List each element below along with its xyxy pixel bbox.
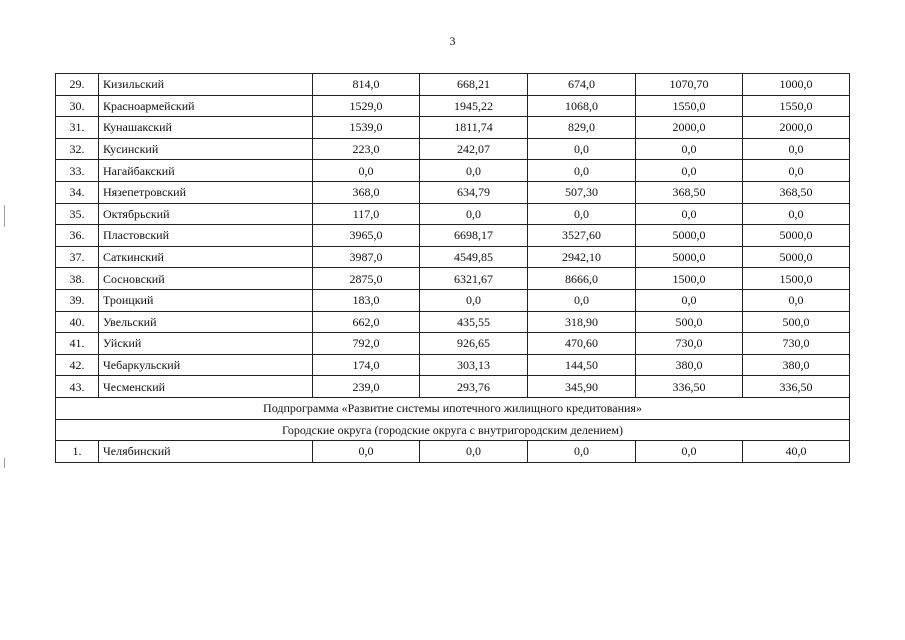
- district-name: Сосновский: [99, 268, 313, 290]
- row-number: 41.: [56, 333, 99, 355]
- row-number: 40.: [56, 311, 99, 333]
- value-cell: 0,0: [313, 441, 420, 463]
- value-cell: 674,0: [528, 74, 636, 96]
- district-name: Нязепетровский: [99, 181, 313, 203]
- value-cell: 303,13: [420, 354, 528, 376]
- value-cell: 0,0: [420, 441, 528, 463]
- value-cell: 239,0: [313, 376, 420, 398]
- value-cell: 0,0: [528, 138, 636, 160]
- value-cell: 174,0: [313, 354, 420, 376]
- value-cell: 380,0: [636, 354, 743, 376]
- district-name: Красноармейский: [99, 95, 313, 117]
- value-cell: 662,0: [313, 311, 420, 333]
- table-row: [56, 203, 850, 225]
- value-cell: 435,55: [420, 311, 528, 333]
- value-cell: 0,0: [636, 289, 743, 311]
- data-table: [55, 73, 850, 463]
- value-cell: 6321,67: [420, 268, 528, 290]
- district-name: Уйский: [99, 333, 313, 355]
- value-cell: 1068,0: [528, 95, 636, 117]
- value-cell: 0,0: [313, 160, 420, 182]
- value-cell: 1529,0: [313, 95, 420, 117]
- scan-edge-mark: [4, 458, 5, 468]
- value-cell: 792,0: [313, 333, 420, 355]
- value-cell: 0,0: [528, 289, 636, 311]
- value-cell: 0,0: [743, 160, 850, 182]
- row-number: 30.: [56, 95, 99, 117]
- value-cell: 0,0: [636, 138, 743, 160]
- row-number: 37.: [56, 246, 99, 268]
- district-name: Кизильский: [99, 74, 313, 96]
- value-cell: 2942,10: [528, 246, 636, 268]
- value-cell: 117,0: [313, 203, 420, 225]
- value-cell: 1070,70: [636, 74, 743, 96]
- value-cell: 5000,0: [743, 246, 850, 268]
- value-cell: 1539,0: [313, 117, 420, 139]
- value-cell: 345,90: [528, 376, 636, 398]
- table-row: [56, 441, 850, 463]
- value-cell: 1000,0: [743, 74, 850, 96]
- value-cell: 829,0: [528, 117, 636, 139]
- table-row: [56, 138, 850, 160]
- table-row: [56, 117, 850, 139]
- district-name: Нагайбакский: [99, 160, 313, 182]
- district-name: Кунашакский: [99, 117, 313, 139]
- value-cell: 8666,0: [528, 268, 636, 290]
- value-cell: 500,0: [743, 311, 850, 333]
- value-cell: 380,0: [743, 354, 850, 376]
- row-number: 43.: [56, 376, 99, 398]
- value-cell: 3965,0: [313, 225, 420, 247]
- table-row: [56, 181, 850, 203]
- section-title: Городские округа (городские округа с внутригородским делением): [56, 419, 850, 441]
- value-cell: 4549,85: [420, 246, 528, 268]
- value-cell: 368,0: [313, 181, 420, 203]
- value-cell: 0,0: [636, 441, 743, 463]
- value-cell: 1500,0: [743, 268, 850, 290]
- value-cell: 144,50: [528, 354, 636, 376]
- value-cell: 634,79: [420, 181, 528, 203]
- value-cell: 336,50: [743, 376, 850, 398]
- row-number: 38.: [56, 268, 99, 290]
- district-name: Октябрьский: [99, 203, 313, 225]
- value-cell: 1945,22: [420, 95, 528, 117]
- value-cell: 730,0: [636, 333, 743, 355]
- row-number: 39.: [56, 289, 99, 311]
- value-cell: 6698,17: [420, 225, 528, 247]
- value-cell: 223,0: [313, 138, 420, 160]
- value-cell: 0,0: [743, 138, 850, 160]
- value-cell: 40,0: [743, 441, 850, 463]
- value-cell: 5000,0: [636, 246, 743, 268]
- value-cell: 668,21: [420, 74, 528, 96]
- value-cell: 3527,60: [528, 225, 636, 247]
- value-cell: 2000,0: [636, 117, 743, 139]
- row-number: 34.: [56, 181, 99, 203]
- value-cell: 500,0: [636, 311, 743, 333]
- row-number: 36.: [56, 225, 99, 247]
- page-number: 3: [449, 34, 456, 48]
- value-cell: 0,0: [636, 160, 743, 182]
- value-cell: 814,0: [313, 74, 420, 96]
- table-row: [56, 268, 850, 290]
- value-cell: 5000,0: [743, 225, 850, 247]
- value-cell: 1550,0: [743, 95, 850, 117]
- value-cell: 0,0: [528, 160, 636, 182]
- value-cell: 507,30: [528, 181, 636, 203]
- value-cell: 926,65: [420, 333, 528, 355]
- value-cell: 2875,0: [313, 268, 420, 290]
- table-row: [56, 246, 850, 268]
- row-number: 29.: [56, 74, 99, 96]
- row-number: 33.: [56, 160, 99, 182]
- district-name: Увельский: [99, 311, 313, 333]
- value-cell: 183,0: [313, 289, 420, 311]
- row-number: 32.: [56, 138, 99, 160]
- subprogram-title: Подпрограмма «Развитие системы ипотечного жилищного кредитования»: [56, 397, 850, 419]
- table-row: [56, 95, 850, 117]
- district-name: Челябинский: [99, 441, 313, 463]
- value-cell: 3987,0: [313, 246, 420, 268]
- value-cell: 293,76: [420, 376, 528, 398]
- row-number: 42.: [56, 354, 99, 376]
- value-cell: 336,50: [636, 376, 743, 398]
- scan-edge-mark: [4, 205, 5, 227]
- value-cell: 1500,0: [636, 268, 743, 290]
- row-number: 31.: [56, 117, 99, 139]
- row-number: 35.: [56, 203, 99, 225]
- value-cell: 318,90: [528, 311, 636, 333]
- value-cell: 368,50: [636, 181, 743, 203]
- value-cell: 0,0: [420, 289, 528, 311]
- table-row: [56, 74, 850, 96]
- value-cell: 0,0: [420, 160, 528, 182]
- value-cell: 5000,0: [636, 225, 743, 247]
- value-cell: 2000,0: [743, 117, 850, 139]
- district-name: Пластовский: [99, 225, 313, 247]
- table-row: [56, 333, 850, 355]
- value-cell: 0,0: [528, 203, 636, 225]
- value-cell: 730,0: [743, 333, 850, 355]
- value-cell: 0,0: [743, 289, 850, 311]
- value-cell: 242,07: [420, 138, 528, 160]
- table-row: [56, 225, 850, 247]
- district-name: Кусинский: [99, 138, 313, 160]
- district-name: Троицкий: [99, 289, 313, 311]
- value-cell: 1550,0: [636, 95, 743, 117]
- value-cell: 0,0: [528, 441, 636, 463]
- district-name: Чебаркульский: [99, 354, 313, 376]
- value-cell: 0,0: [636, 203, 743, 225]
- value-cell: 470,60: [528, 333, 636, 355]
- subprogram-title-row: [56, 397, 850, 419]
- district-name: Саткинский: [99, 246, 313, 268]
- table-row: [56, 354, 850, 376]
- table-body: [56, 74, 850, 463]
- table-row: [56, 160, 850, 182]
- value-cell: 0,0: [743, 203, 850, 225]
- table-row: [56, 376, 850, 398]
- table-row: [56, 289, 850, 311]
- value-cell: 0,0: [420, 203, 528, 225]
- value-cell: 1811,74: [420, 117, 528, 139]
- section-title-row: [56, 419, 850, 441]
- table-row: [56, 311, 850, 333]
- district-name: Чесменский: [99, 376, 313, 398]
- value-cell: 368,50: [743, 181, 850, 203]
- row-number: 1.: [56, 441, 99, 463]
